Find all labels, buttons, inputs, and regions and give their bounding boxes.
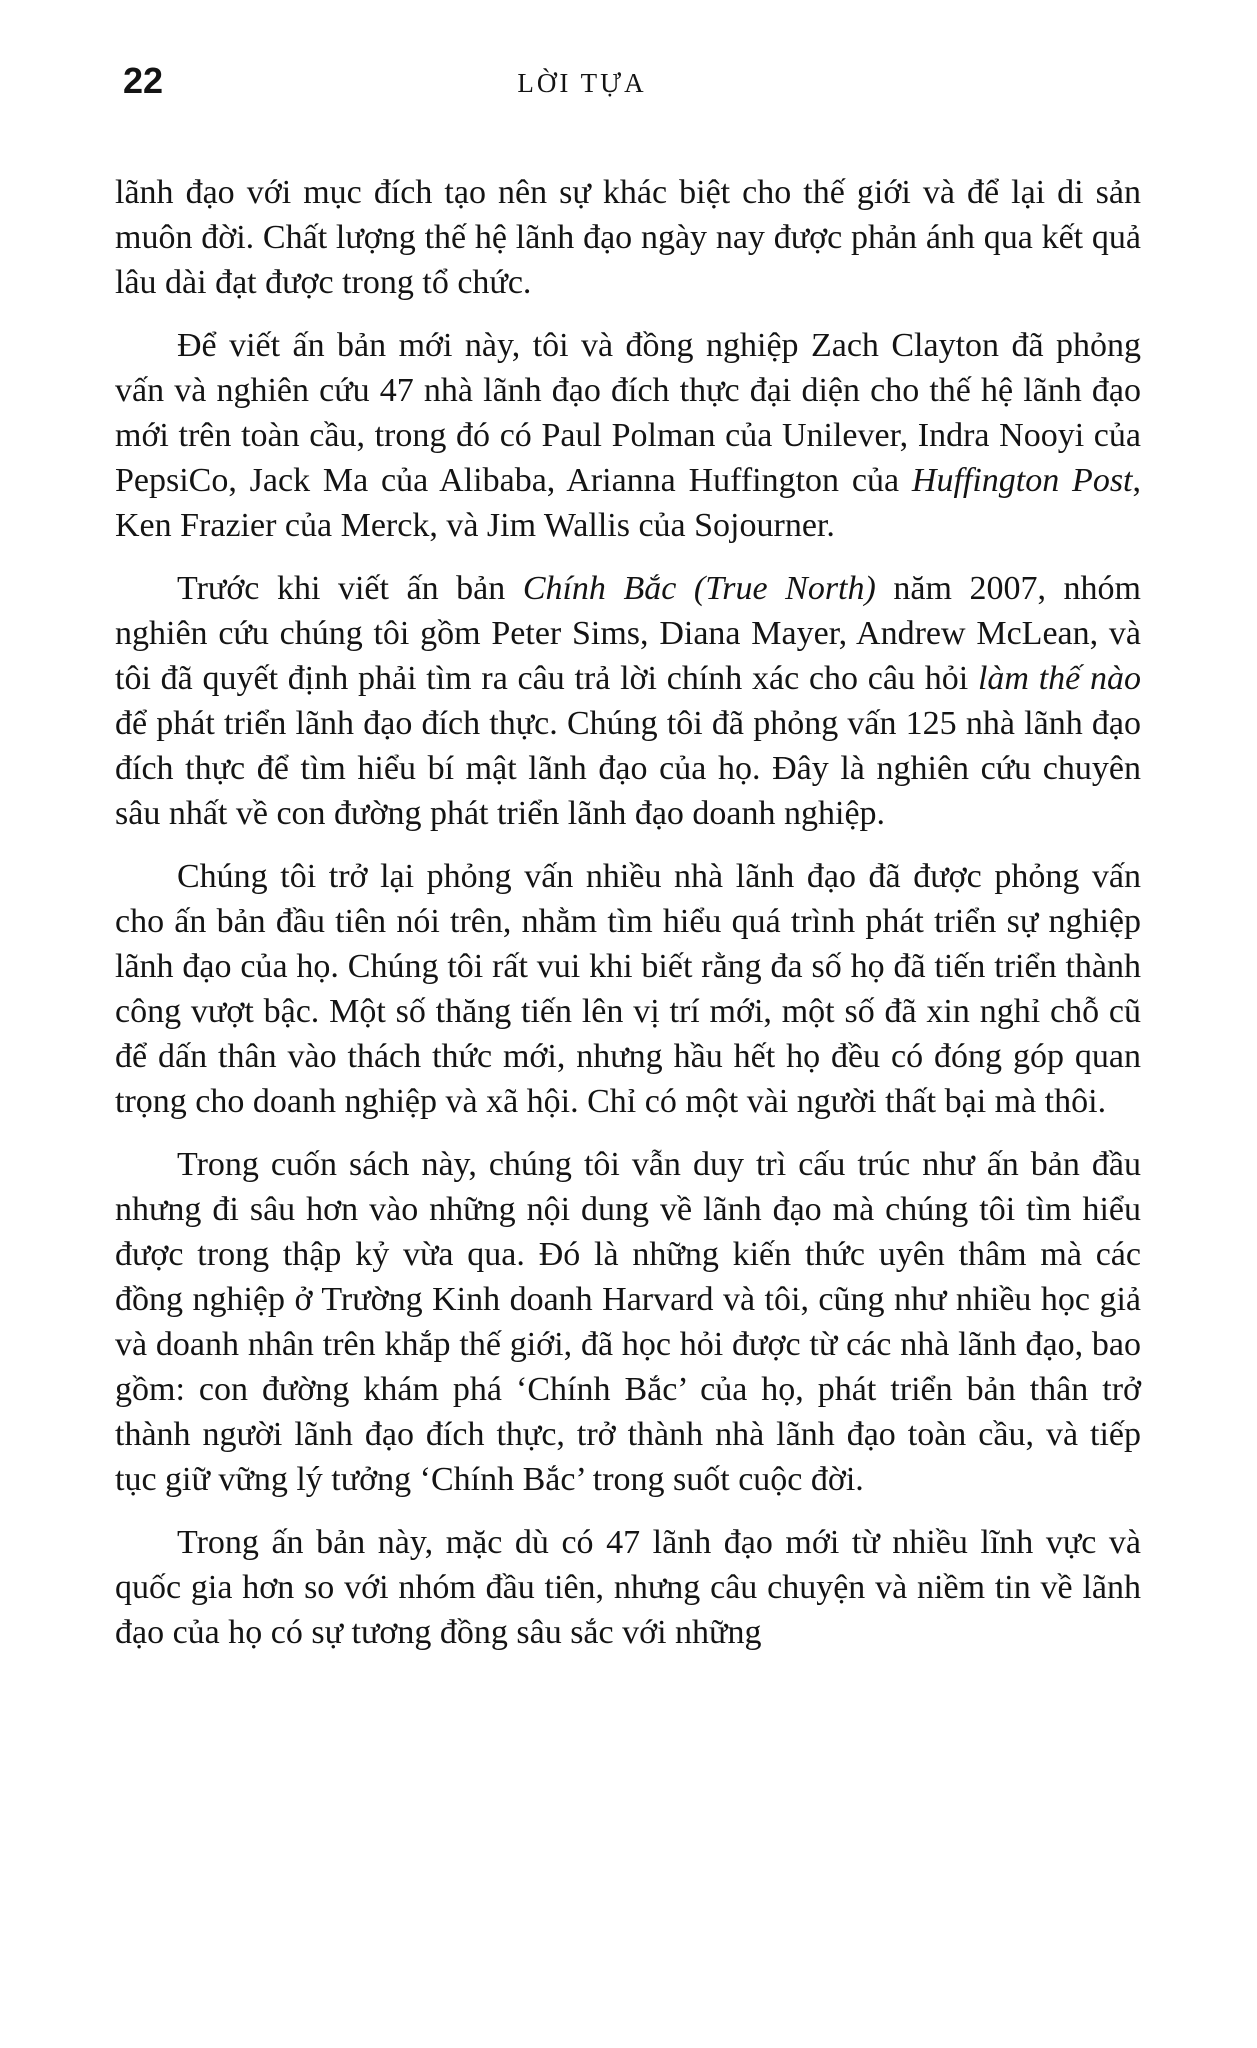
text-run: Để viết ấn bản mới này, tôi và đồng nghiệp Zach Clayton đã phỏng vấn và nghiên cứu 47 nhà lãnh đạo đích thực đại diện cho thế hệ lãnh đạo mới trên toàn cầu, trong đó có Paul Polman của Unilever, Indra Nooyi của PepsiCo, Jack Ma của Alibaba, Arianna Huffington của [115,327,1141,499]
italic-text-run: Huffington Post [911,462,1133,499]
paragraph [115,1520,1141,1655]
page-number: 22 [123,60,164,101]
paragraph [115,854,1141,1124]
text-run: Trong cuốn sách này, chúng tôi vẫn duy trì cấu trúc như ấn bản đầu nhưng đi sâu hơn vào những nội dung về lãnh đạo mà chúng tôi tìm hiểu được trong thập kỷ vừa qua. Đó là những kiến thức uyên thâm mà các đồng nghiệp ở Trường Kinh doanh Harvard và tôi, cũng như nhiều học giả và doanh nhân trên khắp thế giới, đã học hỏi được từ các nhà lãnh đạo, bao gồm: con đường khám phá ‘Chính Bắc’ của họ, phát triển bản thân trở thành người lãnh đạo đích thực, trở thành nhà lãnh đạo toàn cầu, và tiếp tục giữ vững lý tưởng ‘Chính Bắc’ trong suốt cuộc đời. [115,1146,1141,1498]
text-run: Trước khi viết ấn bản [177,570,523,607]
page-header [115,60,1141,104]
italic-text-run: làm thế nào [977,660,1142,697]
text-run: Trong ấn bản này, mặc dù có 47 lãnh đạo mới từ nhiều lĩnh vực và quốc gia hơn so với nhóm đầu tiên, nhưng câu chuyện và niềm tin về lãnh đạo của họ có sự tương đồng sâu sắc với những [115,1524,1141,1651]
running-title: LỜI TỰA [517,68,647,98]
text-run: để phát triển lãnh đạo đích thực. Chúng tôi đã phỏng vấn 125 nhà lãnh đạo đích thực để tìm hiểu bí mật lãnh đạo của họ. Đây là nghiên cứu chuyên sâu nhất về con đường phát triển lãnh đạo doanh nghiệp. [115,705,1141,832]
text-run: lãnh đạo với mục đích tạo nên sự khác biệt cho thế giới và để lại di sản muôn đời. Chất lượng thế hệ lãnh đạo ngày nay được phản ánh qua kết quả lâu dài đạt được trong tổ chức. [115,174,1141,301]
paragraph [115,566,1141,836]
paragraph [115,1142,1141,1502]
text-run: , Ken Frazier của Merck, và Jim Wallis của Sojourner. [115,462,1141,544]
text-run: năm 2007, nhóm nghiên cứu chúng tôi gồm Peter Sims, Diana Mayer, Andrew McLean, và tôi đã quyết định phải tìm ra câu trả lời chính xác cho câu hỏi [115,570,1142,697]
italic-text-run: Chính Bắc (True North) [522,570,876,607]
paragraph [115,170,1141,305]
page-body [115,170,1141,1673]
text-run: Chúng tôi trở lại phỏng vấn nhiều nhà lãnh đạo đã được phỏng vấn cho ấn bản đầu tiên nói trên, nhằm tìm hiểu quá trình phát triển sự nghiệp lãnh đạo của họ. Chúng tôi rất vui khi biết rằng đa số họ đã tiến triển thành công vượt bậc. Một số thăng tiến lên vị trí mới, một số đã xin nghỉ chỗ cũ để dấn thân vào thách thức mới, nhưng hầu hết họ đều có đóng góp quan trọng cho doanh nghiệp và xã hội. Chỉ có một vài người thất bại mà thôi. [115,858,1141,1120]
paragraph [115,323,1141,548]
